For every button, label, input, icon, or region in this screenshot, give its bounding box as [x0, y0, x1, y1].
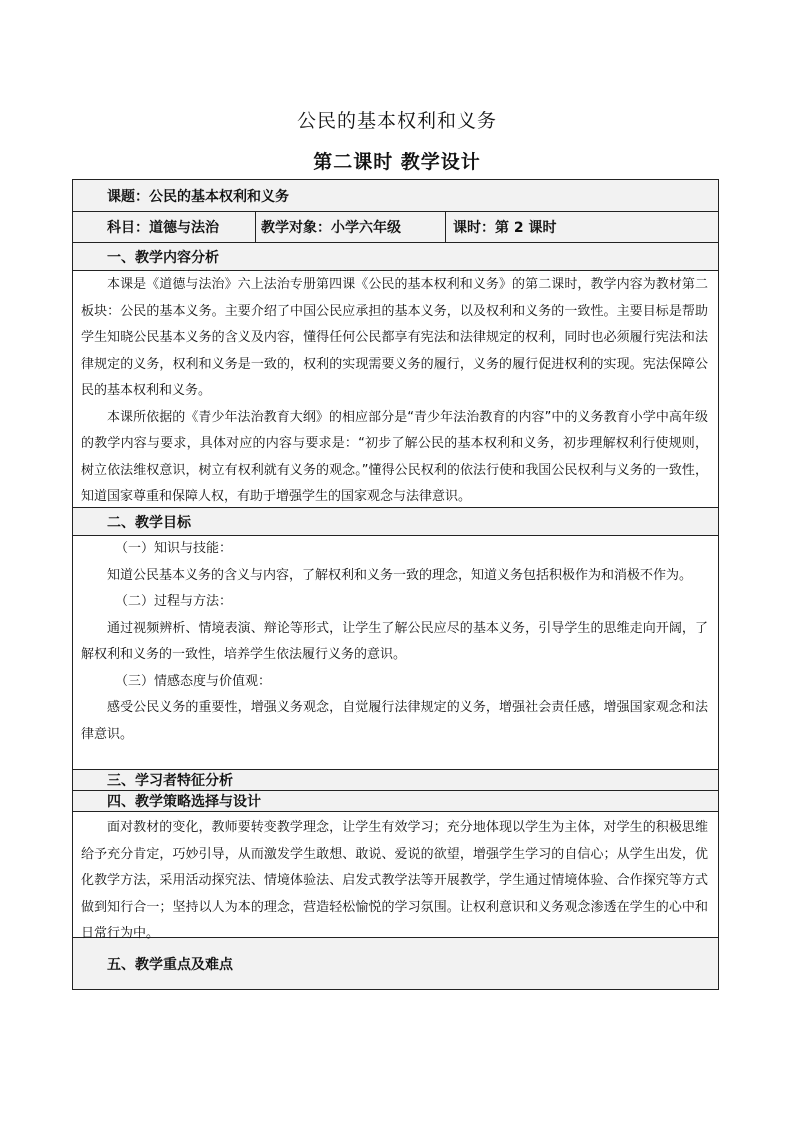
subheading: （一）知识与技能： — [115, 541, 233, 556]
paragraph: 通过视频辨析、情境表演、辩论等形式，让学生了解公民应尽的基本义务，引导学生的思维走向开阔，了解权利和义务的一致性，培养学生依法履行义务的意识。 — [81, 620, 708, 662]
period-label: 课时：第 2 课时 — [453, 220, 557, 236]
section-heading-label: 五、教学重点及难点 — [107, 956, 233, 973]
subheading: （三）情感态度与价值观： — [115, 673, 272, 689]
section-heading-label: 三、学习者特征分析 — [107, 773, 233, 789]
audience-label: 教学对象：小学六年级 — [261, 220, 401, 236]
topic-label: 课题：公民的基本权利和义务 — [107, 188, 289, 205]
section-heading-learner-analysis — [73, 769, 718, 790]
section-heading-objectives — [73, 507, 718, 535]
content-analysis-body — [73, 270, 718, 507]
audience-cell — [256, 212, 446, 242]
strategy-body — [73, 811, 718, 941]
paragraph: 知道公民基本义务的含义与内容，了解权利和义务一致的理念，知道义务包括积极作为和消极不作为。 — [107, 567, 693, 583]
section-heading-key-points — [73, 937, 718, 989]
paragraph: 面对教材的变化，教师要转变教学理念，让学生有效学习；充分地体现以学生为主体，对学生的积极思维给予充分肯定，巧妙引导，从而激发学生敢想、敢说、爱说的欲望，增强学生学习的自信心；从学生出发，优化教学方法，采用活动探究法、情境体验法、启发式教学法等开展教学，学生通过情境体验、合作探究等方式做到知行合一；坚持以人为本的理念，营造轻松愉悦的学习氛围。让权利意识和义务观念渗透在学生的心中和日常行为中。 — [81, 820, 708, 941]
subject-label: 科目：道德与法治 — [107, 220, 219, 236]
section-heading-label: 一、教学内容分析 — [107, 249, 219, 266]
paragraph: 本课是《道德与法治》六上法治专册第四课《公民的基本权利和义务》的第二课时，教学内容为教材第二板块：公民的基本义务。主要介绍了中国公民应承担的基本义务，以及权利和义务的一致性。主要目标是帮助学生知晓公民基本义务的含义及内容，懂得任何公民都享有宪法和法律规定的权利，同时也必须履行宪法和法律规定的义务，权利和义务是一致的，权利的实现需要义务的履行，义务的履行促进权利的实现。宪法保障公民的基本权利和义务。 — [81, 277, 708, 398]
section-heading-label: 二、教学目标 — [107, 514, 191, 531]
info-row — [73, 211, 718, 242]
period-cell — [446, 212, 718, 242]
document-subtitle: 第二课时 教学设计 — [313, 151, 481, 173]
objectives-body — [73, 535, 718, 769]
paragraph: 本课所依据的《青少年法治教育大纲》的相应部分是“青少年法治教育的内容”中的义务教育小学中高年级的教学内容与要求，具体对应的内容与要求是：“初步了解公民的基本权利和义务，初步理解权利行使规则，树立依法维权意识，树立有权利就有义务的观念。”懂得公民权利的依法行使和我国公民权利与义务的一致性，知道国家尊重和保障人权，有助于增强学生的国家观念与法律意识。 — [81, 409, 708, 504]
lesson-plan-table — [72, 179, 719, 990]
paragraph: 感受公民义务的重要性，增强义务观念，自觉履行法律规定的义务，增强社会责任感，增强国家观念和法律意识。 — [81, 700, 708, 742]
topic-row — [73, 180, 718, 211]
section-heading-strategy — [73, 790, 718, 811]
subheading: （二）过程与方法： — [115, 594, 233, 609]
section-heading-label: 四、教学策略选择与设计 — [107, 794, 261, 810]
subject-cell — [73, 212, 256, 242]
section-heading-content-analysis — [73, 242, 718, 270]
document-title: 公民的基本权利和义务 — [296, 110, 497, 132]
